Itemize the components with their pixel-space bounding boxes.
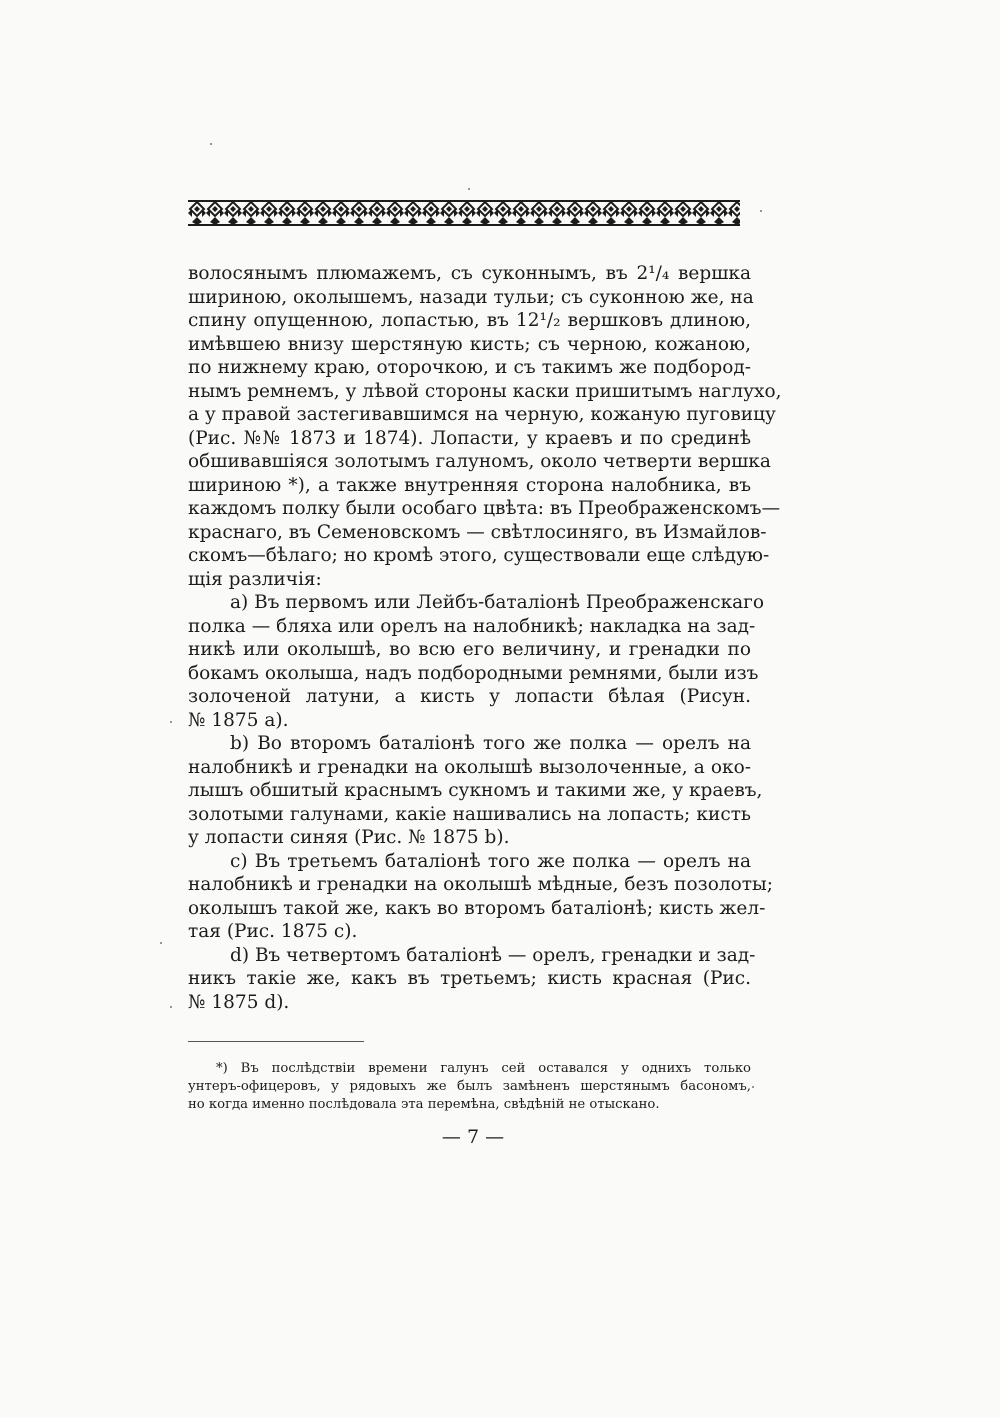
text-line: b) Во второмъ баталіонѣ того же полка — орелъ на (230, 733, 751, 754)
text-line: скомъ—бѣлаго; но кромѣ этого, существовали еще слѣдую- (188, 545, 770, 566)
footnote (188, 1060, 751, 1114)
paper-speck (170, 1006, 172, 1008)
decorative-border-ornament (188, 200, 740, 226)
page-number: — 7 — (441, 1126, 505, 1148)
text-line: a) Въ первомъ или Лейбъ-баталіонѣ Преображенскаго (230, 592, 765, 613)
text-line: (Рис. №№ 1873 и 1874). Лопасти, у краевъ и по срединѣ (188, 427, 751, 449)
paragraph (188, 262, 782, 591)
footnote-separator (188, 1041, 364, 1042)
text-line: имѣвшею внизу шерстяную кисть; съ черною, кожаною, (188, 333, 751, 355)
text-line: налобникѣ и гренадки на околышѣ мѣдные, безъ позолоты; (188, 874, 773, 895)
text-line: золоченой латуни, а кисть у лопасти бѣлая (Рисун. (188, 686, 751, 707)
paragraph (188, 732, 763, 850)
text-line: шириною, околышемъ, назади тульи; съ суконною же, на (188, 286, 754, 308)
text-line: обшивавшіяся золотымъ галуномъ, около четверти вершка (188, 451, 771, 472)
paper-speck (170, 721, 172, 723)
paper-speck (210, 143, 212, 145)
text-line: каждомъ полку были особаго цвѣта: въ Преображенскомъ— (188, 498, 781, 519)
text-line: полка — бляха или орелъ на налобникѣ; накладка на зад- (188, 615, 756, 637)
paragraph (188, 591, 765, 732)
text-line: волосянымъ плюмажемъ, съ суконнымъ, въ 2¹/₄ вершка (188, 263, 751, 284)
paper-speck (760, 210, 762, 212)
paper-speck (752, 1086, 754, 1088)
text-line: а у правой застегивавшимся на черную, кожаную пуговицу (188, 404, 776, 425)
text-line: лышъ обшитый краснымъ сукномъ и такими же, у краевъ, (188, 780, 763, 801)
text-line: никѣ или околышѣ, во всю его величину, и гренадки по (188, 639, 751, 660)
text-line: у лопасти синяя (Рис. № 1875 b). (188, 827, 510, 848)
text-line: c) Въ третьемъ баталіонѣ того же полка — орелъ на (230, 850, 751, 872)
text-line: № 1875 d). (188, 991, 290, 1013)
paragraph (188, 944, 756, 1015)
text-line: шириною *), а также внутренняя сторона налобника, въ (188, 474, 751, 496)
text-line: золотыми галунами, какіе нашивались на лопасть; кисть (188, 803, 751, 825)
text-line: щія различія: (188, 568, 322, 590)
text-line: нымъ ремнемъ, у лѣвой стороны каски пришитымъ наглухо, (188, 380, 782, 402)
text-line: d) Въ четвертомъ баталіонѣ — орелъ, гренадки и зад- (230, 944, 756, 966)
text-line: спину опущенною, лопастью, въ 12¹/₂ вершковъ длиною, (188, 310, 751, 331)
text-line: тая (Рис. 1875 c). (188, 921, 358, 942)
paragraph (188, 850, 773, 944)
text-line: налобникѣ и гренадки на околышѣ вызолоченные, а око- (188, 756, 751, 778)
paper-speck (468, 188, 470, 190)
main-text (188, 262, 782, 1014)
text-line: по нижнему краю, оторочкою, и съ такимъ же подбород- (188, 357, 751, 378)
footnote-line: но когда именно послѣдовала эта перемѣна, свѣдѣній не отыскано. (188, 1097, 660, 1112)
text-line: краснаго, въ Семеновскомъ — свѣтлосиняго, въ Измайлов- (188, 521, 767, 543)
text-line: № 1875 a). (188, 709, 289, 731)
text-line: бокамъ околыша, надъ подбородными ремнями, были изъ (188, 662, 759, 684)
paper-speck (160, 942, 162, 944)
footnote-line: *) Въ послѣдствіи времени галунъ сей оставался у однихъ только (216, 1061, 751, 1076)
footnote-line: унтеръ-офицеровъ, у рядовыхъ же былъ замѣненъ шерстянымъ басономъ, (188, 1079, 751, 1094)
text-line: околышъ такой же, какъ во второмъ баталіонѣ; кисть жел- (188, 897, 766, 919)
text-line: никъ такіе же, какъ въ третьемъ; кисть красная (Рис. (188, 968, 751, 989)
